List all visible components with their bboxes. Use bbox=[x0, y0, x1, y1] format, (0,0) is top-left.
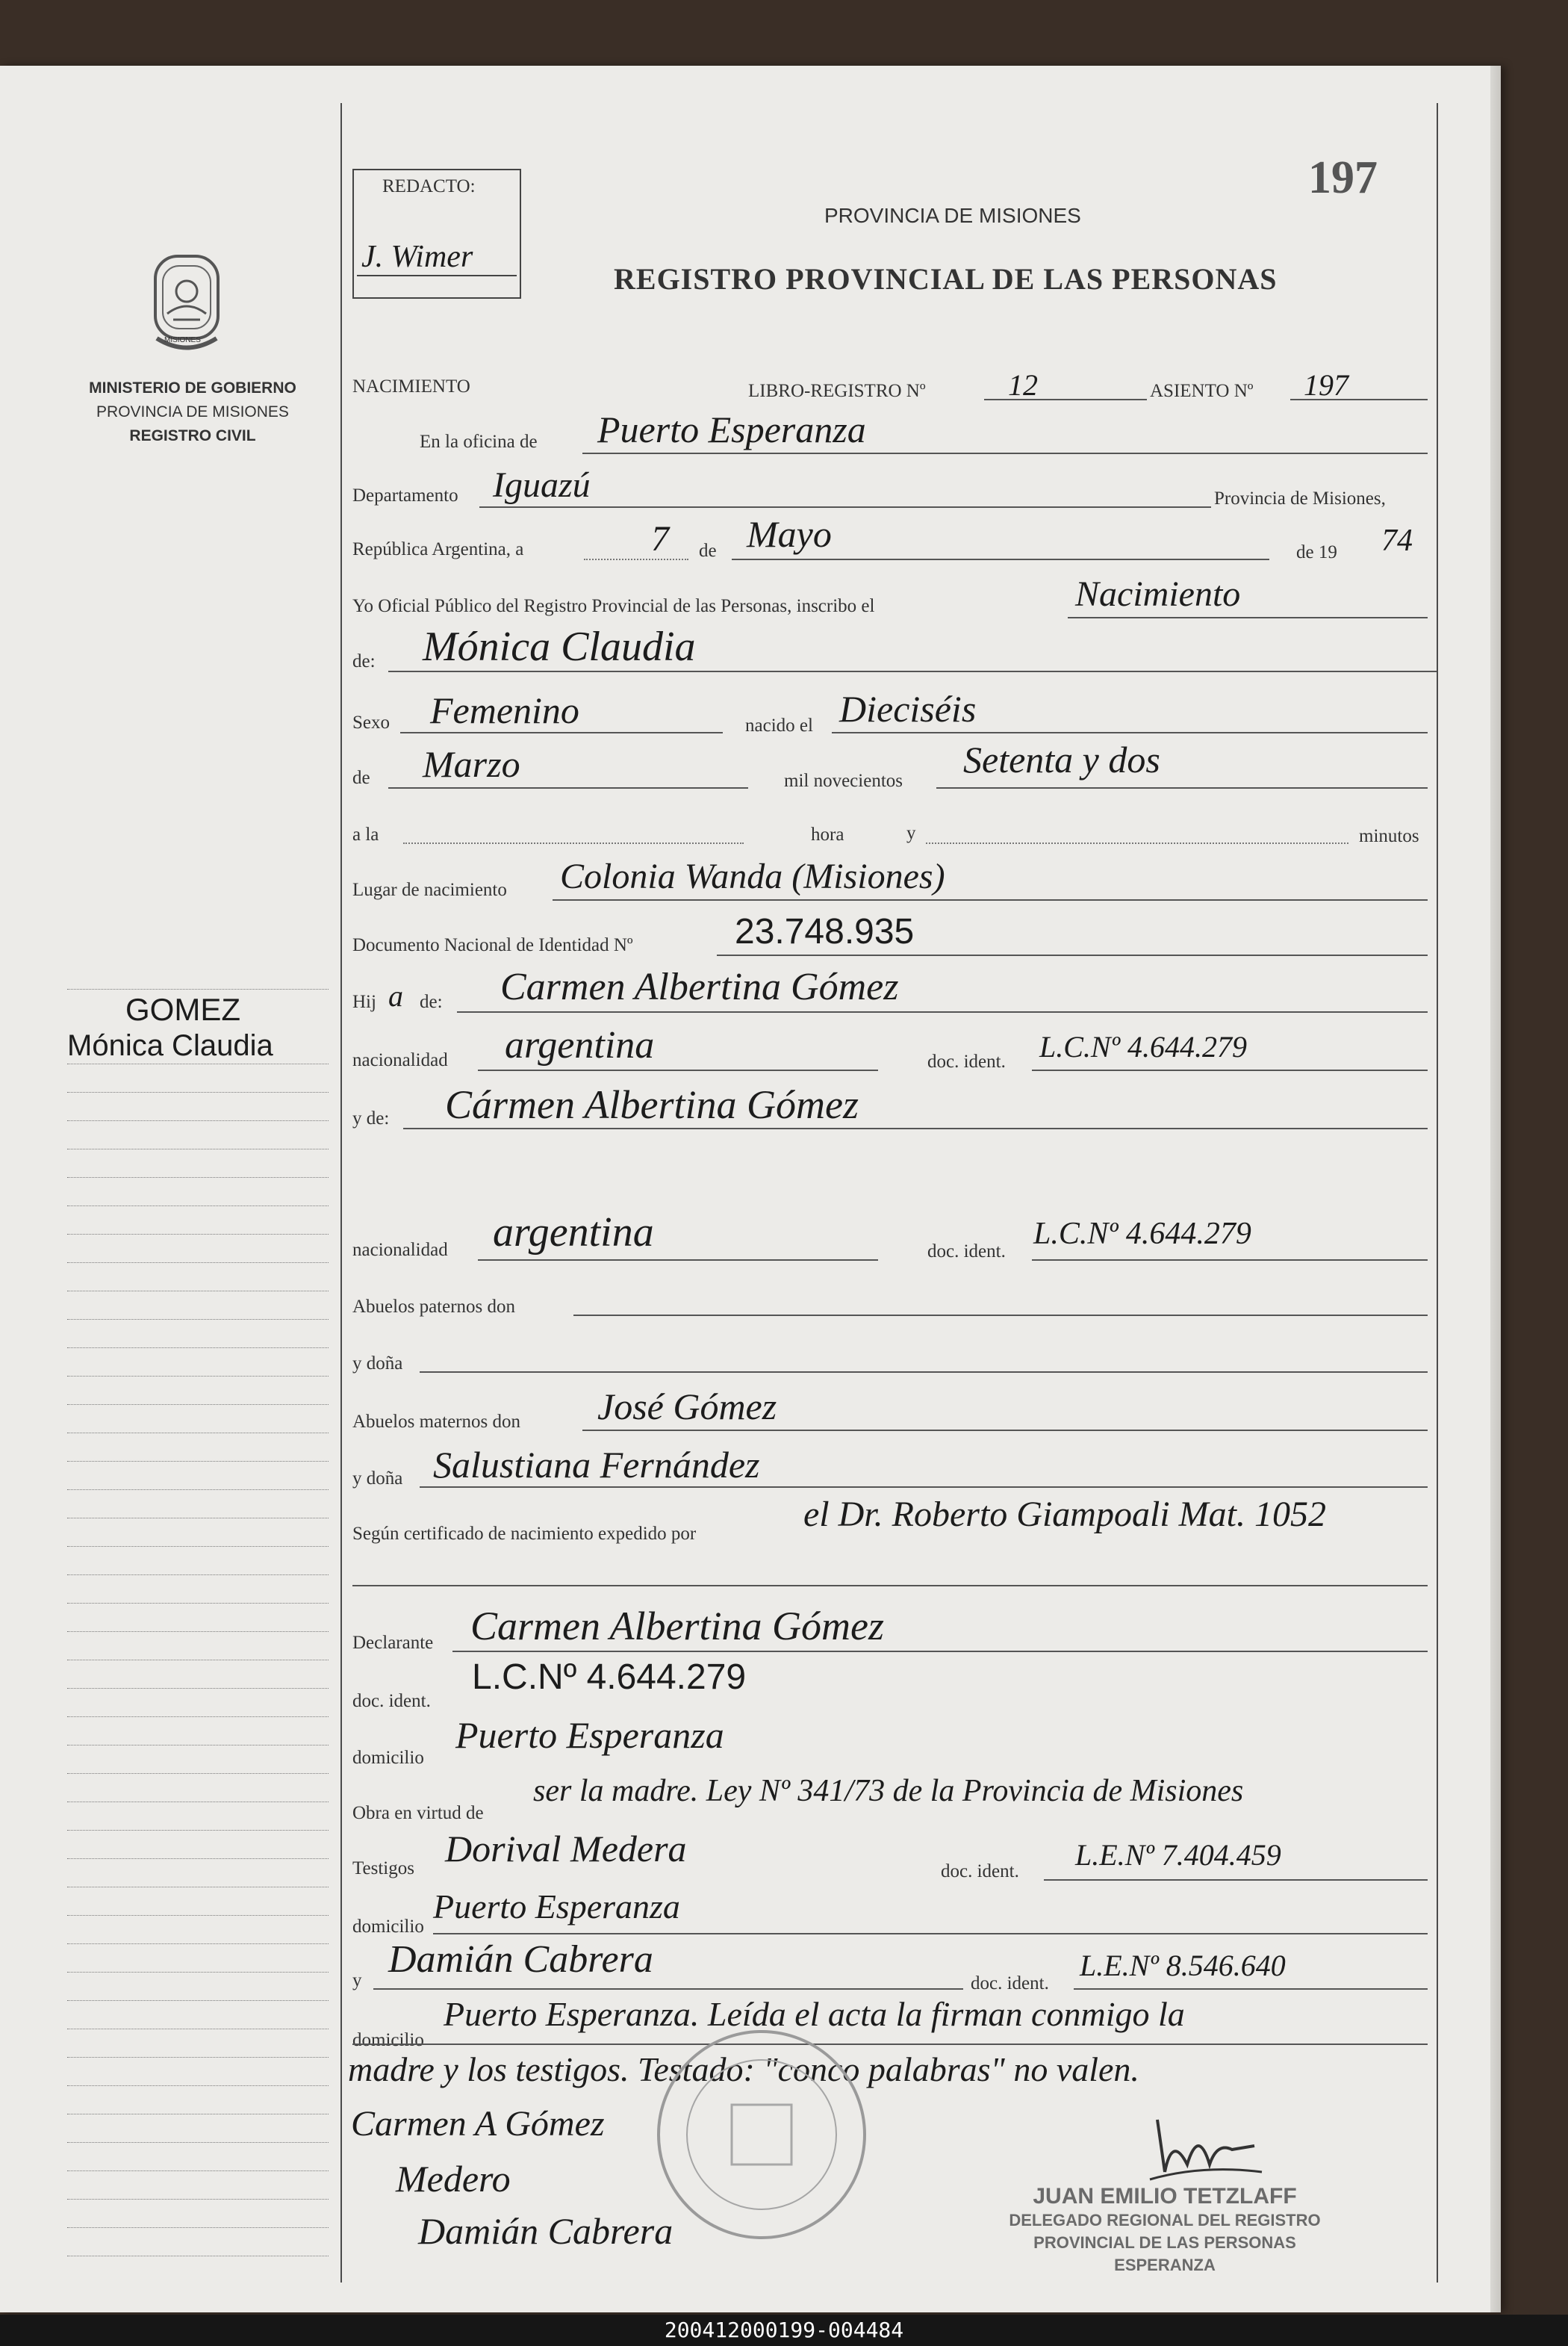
doc4-label: doc. ident. bbox=[941, 1861, 1019, 1881]
redacto-box bbox=[352, 169, 521, 299]
registered-name-value: Mónica Claudia bbox=[423, 624, 696, 670]
margin-ruled-line bbox=[67, 1688, 329, 1689]
oficina-value: Puerto Esperanza bbox=[597, 409, 866, 450]
margin-ruled-line bbox=[67, 1603, 329, 1604]
birth-year-words-value: Setenta y dos bbox=[963, 739, 1160, 781]
signature-declarante: Carmen A Gómez bbox=[351, 2104, 605, 2144]
doc2-label: doc. ident. bbox=[927, 1241, 1006, 1262]
name-prefix-label: de: bbox=[352, 651, 376, 671]
lugar-label: Lugar de nacimiento bbox=[352, 880, 507, 900]
domicilio1-value: Puerto Esperanza bbox=[455, 1714, 724, 1756]
provincia-label: Provincia de Misiones, bbox=[1214, 488, 1386, 509]
page-edge bbox=[1490, 66, 1501, 2312]
stamp-line1: DELEGADO REGIONAL DEL REGISTRO bbox=[1009, 2211, 1321, 2229]
nationality1-label: nacionalidad bbox=[352, 1050, 448, 1070]
redacto-label: REDACTO: bbox=[382, 176, 476, 196]
departamento-value: Iguazú bbox=[493, 465, 591, 505]
margin-ruled-line bbox=[67, 1205, 329, 1206]
doc1-value: L.C.Nº 4.644.279 bbox=[1039, 1030, 1248, 1064]
margin-ruled-line bbox=[67, 1347, 329, 1348]
year-prefix-label: de 19 bbox=[1296, 542, 1337, 562]
doc2-value: L.C.Nº 4.644.279 bbox=[1033, 1217, 1251, 1251]
margin-surname: GOMEZ bbox=[125, 992, 240, 1027]
margin-ruled-line bbox=[67, 1631, 329, 1632]
margin-ruled-line bbox=[67, 1915, 329, 1916]
declarante-label: Declarante bbox=[352, 1633, 434, 1653]
domicilio2-value: Puerto Esperanza bbox=[433, 1887, 680, 1925]
official-round-seal bbox=[650, 2023, 874, 2247]
margin-ruled-line bbox=[67, 1773, 329, 1774]
y-label: y bbox=[906, 823, 916, 843]
province-title: PROVINCIA DE MISIONES bbox=[824, 204, 1081, 227]
margin-ruled-line bbox=[67, 1319, 329, 1320]
obra-label: Obra en virtud de bbox=[352, 1803, 484, 1823]
libro-label: LIBRO-REGISTRO Nº bbox=[748, 381, 926, 401]
ministry-label: MINISTERIO DE GOBIERNO bbox=[89, 379, 296, 397]
dni-value: 23.748.935 bbox=[735, 912, 915, 952]
doc3-label: doc. ident. bbox=[352, 1691, 431, 1711]
civil-registry-label: REGISTRO CIVIL bbox=[129, 427, 256, 444]
mil-novecientos-label: mil novecientos bbox=[784, 771, 903, 791]
second-parent-label: y de: bbox=[352, 1108, 390, 1129]
maternal-grandmother-label: y doña bbox=[352, 1468, 403, 1489]
parent2-value: Cármen Albertina Gómez bbox=[445, 1082, 859, 1127]
doc3-value: L.C.Nº 4.644.279 bbox=[472, 1657, 747, 1697]
left-border-line bbox=[340, 103, 342, 2283]
doc5-label: doc. ident. bbox=[971, 1973, 1049, 1993]
minutos-label: minutos bbox=[1359, 826, 1419, 846]
signature-witness2: Damián Cabrera bbox=[418, 2210, 673, 2252]
registry-title: REGISTRO PROVINCIAL DE LAS PERSONAS bbox=[614, 262, 1278, 296]
redacto-signature: J. Wimer bbox=[361, 240, 473, 274]
margin-ruled-line bbox=[67, 2085, 329, 2086]
margin-ruled-line bbox=[67, 1177, 329, 1178]
witness1-value: Dorival Medera bbox=[445, 1828, 687, 1869]
maternal-grandmother-value: Salustiana Fernández bbox=[433, 1444, 760, 1486]
margin-ruled-line bbox=[67, 1574, 329, 1575]
certificate-value: el Dr. Roberto Giampoali Mat. 1052 bbox=[803, 1495, 1326, 1534]
birth-month-prefix-label: de bbox=[352, 768, 370, 788]
margin-ruled-line bbox=[67, 1716, 329, 1717]
asiento-label: ASIENTO Nº bbox=[1150, 381, 1254, 401]
a-la-label: a la bbox=[352, 825, 379, 845]
testigos-label: Testigos bbox=[352, 1858, 414, 1878]
hora-label: hora bbox=[811, 825, 844, 845]
maternal-grandfather-value: José Gómez bbox=[597, 1385, 777, 1427]
margin-ruled-line bbox=[67, 1972, 329, 1973]
oficial-label: Yo Oficial Público del Registro Provincial de las Personas, inscribo el bbox=[352, 596, 875, 616]
declarante-value: Carmen Albertina Gómez bbox=[470, 1604, 884, 1648]
margin-ruled-line bbox=[67, 1092, 329, 1093]
margin-ruled-line bbox=[67, 1858, 329, 1859]
hij-de-label: de: bbox=[420, 992, 443, 1012]
nationality2-value: argentina bbox=[493, 1209, 654, 1256]
paternal-grandmother-label: y doña bbox=[352, 1353, 403, 1374]
margin-ruled-line bbox=[67, 1830, 329, 1831]
sidebar-province-label: PROVINCIA DE MISIONES bbox=[96, 403, 289, 421]
lugar-value: Colonia Wanda (Misiones) bbox=[560, 857, 945, 896]
doc1-label: doc. ident. bbox=[927, 1052, 1006, 1072]
obra-value: ser la madre. Ley Nº 341/73 de la Provincia de Misiones bbox=[533, 1774, 1244, 1808]
oficial-value: Nacimiento bbox=[1075, 574, 1241, 614]
dni-label: Documento Nacional de Identidad Nº bbox=[352, 935, 633, 955]
maternal-grandfather-label: Abuelos maternos don bbox=[352, 1412, 520, 1432]
de-label: de bbox=[699, 541, 717, 561]
domicilio3-value: Puerto Esperanza. Leída el acta la firman conmigo la bbox=[444, 1995, 1185, 2033]
margin-ruled-line bbox=[67, 1234, 329, 1235]
margin-ruled-line bbox=[67, 1262, 329, 1263]
republica-label: República Argentina, a bbox=[352, 539, 524, 559]
signature-witness1: Medero bbox=[396, 2158, 511, 2200]
month-value: Mayo bbox=[747, 513, 832, 555]
hij-label: Hij bbox=[352, 992, 376, 1012]
margin-ruled-line bbox=[67, 1489, 329, 1490]
hij-suffix: a bbox=[388, 979, 403, 1013]
day-value: 7 bbox=[651, 519, 669, 559]
stamp-line2: PROVINCIAL DE LAS PERSONAS bbox=[1033, 2233, 1296, 2252]
record-type-label: NACIMIENTO bbox=[352, 376, 470, 397]
domicilio2-label: domicilio bbox=[352, 1917, 424, 1937]
sexo-label: Sexo bbox=[352, 713, 390, 733]
libro-value: 12 bbox=[1008, 368, 1038, 402]
image-id-footer: 200412000199-004484 bbox=[0, 2315, 1568, 2346]
oficina-label: En la oficina de bbox=[420, 432, 538, 452]
y2-label: y bbox=[352, 1970, 362, 1990]
margin-ruled-line bbox=[67, 1376, 329, 1377]
departamento-label: Departamento bbox=[352, 485, 458, 506]
doc5-value: L.E.Nº 8.546.640 bbox=[1080, 1949, 1286, 1982]
seal-label: MISIONES bbox=[164, 336, 201, 344]
stamp-line3: ESPERANZA bbox=[1114, 2256, 1216, 2274]
nationality2-label: nacionalidad bbox=[352, 1240, 448, 1260]
margin-ruled-line bbox=[67, 1546, 329, 1547]
witness2-value: Damián Cabrera bbox=[388, 1938, 653, 1981]
page-number: 197 bbox=[1308, 152, 1378, 203]
birth-month-value: Marzo bbox=[423, 743, 520, 785]
sexo-value: Femenino bbox=[430, 689, 579, 731]
continuation-text: madre y los testigos. Testado: "conco palabras" no valen. bbox=[348, 2050, 1139, 2088]
domicilio3-label: domicilio bbox=[352, 2030, 424, 2050]
margin-given-names: Mónica Claudia bbox=[67, 1029, 273, 1062]
nacido-label: nacido el bbox=[745, 716, 813, 736]
stamp-official-name: JUAN EMILIO TETZLAFF bbox=[1033, 2184, 1297, 2209]
year-value: 74 bbox=[1381, 524, 1413, 558]
certificate-label: Según certificado de nacimiento expedido por bbox=[352, 1524, 697, 1544]
document-page bbox=[0, 66, 1501, 2312]
paternal-grandfather-label: Abuelos paternos don bbox=[352, 1297, 516, 1317]
official-signature-mark bbox=[1142, 2105, 1269, 2194]
doc4-value: L.E.Nº 7.404.459 bbox=[1075, 1838, 1281, 1872]
margin-ruled-line bbox=[67, 1120, 329, 1121]
right-border-line bbox=[1437, 103, 1438, 2283]
margin-ruled-line bbox=[67, 2227, 329, 2228]
nationality1-value: argentina bbox=[505, 1024, 655, 1067]
domicilio1-label: domicilio bbox=[352, 1748, 424, 1768]
asiento-value: 197 bbox=[1304, 368, 1348, 402]
margin-ruled-line bbox=[67, 1943, 329, 1944]
margin-ruled-line bbox=[67, 1404, 329, 1405]
margin-ruled-line bbox=[67, 2000, 329, 2001]
margin-ruled-line bbox=[67, 2170, 329, 2171]
margin-ruled-line bbox=[67, 2199, 329, 2200]
margin-ruled-line bbox=[67, 1461, 329, 1462]
margin-ruled-line bbox=[67, 2142, 329, 2143]
parent1-value: Carmen Albertina Gómez bbox=[500, 966, 899, 1008]
nacido-value: Dieciséis bbox=[839, 688, 977, 730]
margin-ruled-line bbox=[67, 2057, 329, 2058]
